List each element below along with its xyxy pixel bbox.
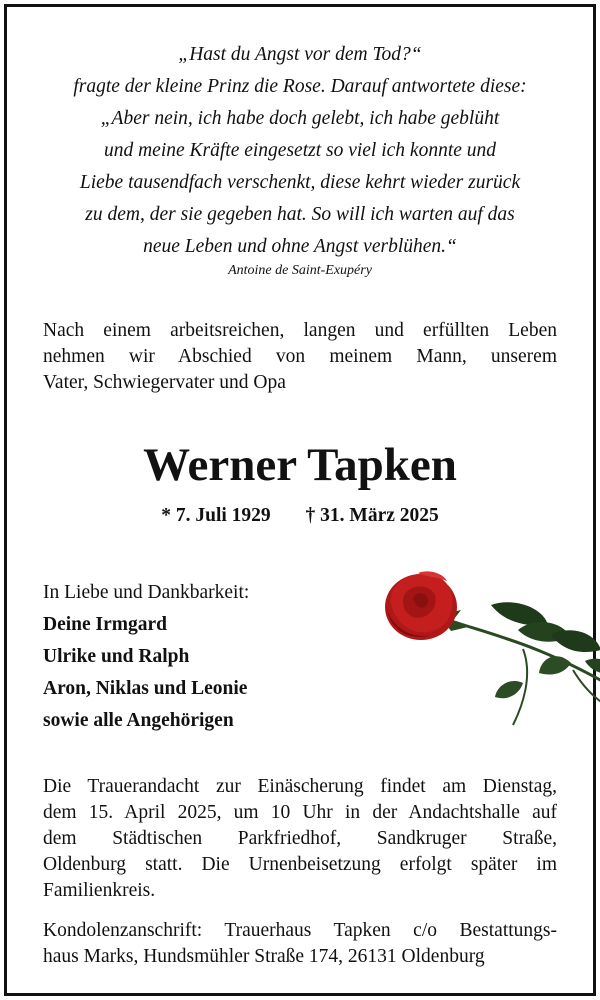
mourners-intro: In Liebe und Dankbarkeit:: [43, 582, 250, 603]
quote-line: neue Leben und ohne Angst verblühen.“: [143, 236, 457, 257]
ceremony-line: dem 15. April 2025, um 10 Uhr in der Andachtshalle auf: [43, 802, 557, 823]
condolence-address: [43, 918, 557, 970]
mourners-block: [43, 577, 249, 737]
condolence-line: haus Marks, Hundsmühler Straße 174, 26131 Oldenburg: [43, 946, 485, 967]
quote-line: Liebe tausendfach verschenkt, diese kehrt wieder zurück: [79, 172, 521, 193]
quote-author: Antoine de Saint-Exupéry: [228, 263, 372, 278]
death-date: † 31. März 2025: [305, 505, 439, 526]
mourner-name: Aron, Niklas und Leonie: [43, 678, 248, 699]
intro-text: [43, 318, 557, 396]
condolence-line: Kondolenzanschrift: Trauerhaus Tapken c/o Bestattungs-: [43, 920, 557, 941]
quote-line: fragte der kleine Prinz die Rose. Darauf antwortete diese:: [73, 76, 527, 97]
ceremony-line: dem Städtischen Parkfriedhof, Sandkruger Straße,: [43, 828, 557, 849]
quote-block: [43, 39, 557, 263]
quote-line: „Hast du Angst vor dem Tod?“: [178, 44, 422, 65]
quote-line: und meine Kräfte eingesetzt so viel ich konnte und: [103, 140, 497, 161]
quote-line: „Aber nein, ich habe doch gelebt, ich habe geblüht: [100, 108, 500, 129]
mourner-name: sowie alle Angehörigen: [43, 710, 234, 731]
red-rose-icon: [373, 565, 600, 735]
mourner-name: Deine Irmgard: [43, 614, 168, 635]
obituary-frame: [4, 4, 596, 996]
quote-line: zu dem, der sie gegeben hat. So will ich warten auf das: [85, 204, 515, 225]
ceremony-line: Die Trauerandacht zur Einäscherung findet am Dienstag,: [43, 776, 557, 797]
intro-line: Nach einem arbeitsreichen, langen und erfüllten Leben: [43, 320, 557, 341]
ceremony-text: [43, 774, 557, 904]
ceremony-line: Familienkreis.: [43, 880, 156, 901]
deceased-name: Werner Tapken: [143, 439, 457, 491]
life-dates: [43, 505, 557, 527]
mourner-name: Ulrike und Ralph: [43, 646, 190, 667]
intro-line: Vater, Schwiegervater und Opa: [43, 372, 286, 393]
intro-line: nehmen wir Abschied von meinem Mann, unserem: [43, 346, 557, 367]
ceremony-line: Oldenburg statt. Die Urnenbeisetzung erfolgt später im: [43, 854, 557, 875]
birth-date: * 7. Juli 1929: [161, 505, 271, 526]
